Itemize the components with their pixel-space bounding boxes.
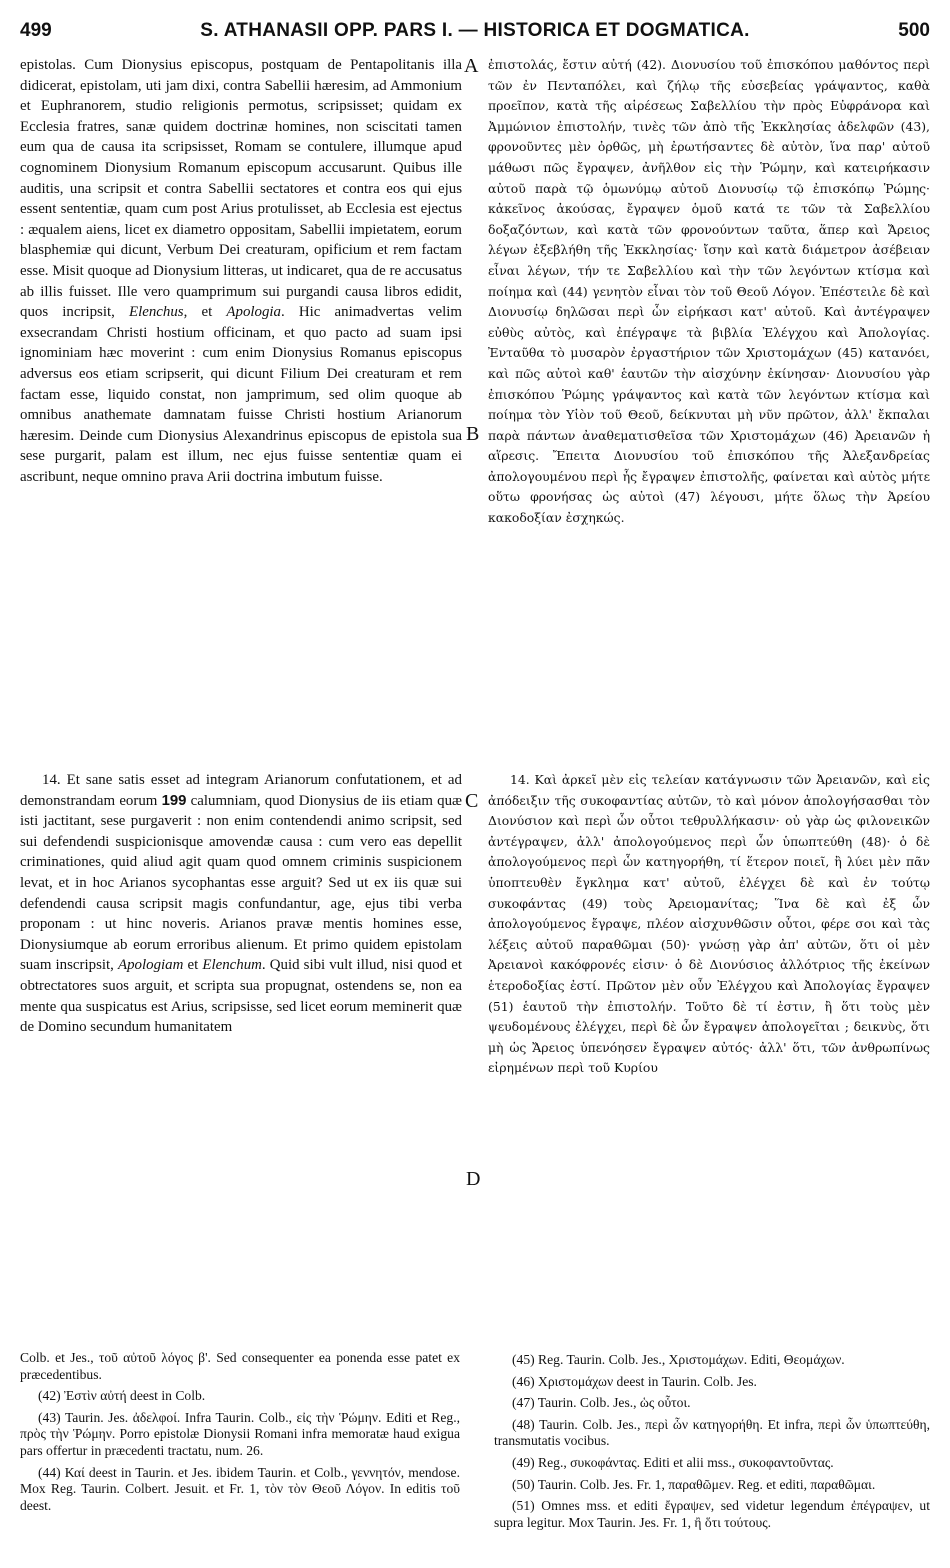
latin-column-upper [20,55,462,487]
greek-column-upper [488,55,930,529]
latin-paragraph-1: epistolas. Cum Dionysius episcopus, postquam de Pentapolitanis illa didicerat, epistolam, uti jam dixi, contra Sabellii hæresim, ad Ammonium et Euphranorem, studio religionis permotus, scripsisset; quidam ex Ecclesia fratres, sanæ quidem doctrinæ homines, non sciscitati tamen eum qua de causa ita scripsisset, Romam se contulere, illumque apud cognominem Dionysium Romanum episcopum accusarunt. Quibus ille auditis, una scripsit et contra Sabellii sectatores et contra eos qui ejus essent sententiæ, quam cum post Arius protulisset, ab Ecclesia est ejectus : æqualem aiens, licet ex diametro oppositam, Sabellii impietatem, eorum blasphemiæ qui dicunt, Verbum Dei creaturam, opificium et rem factam esse. Misit quoque ad Dionysium litteras, ut indicaret, qua de re accusatus ab illis fuisset. Ille vero quamprimum sui purgandi causa libros edidit, quos incripsit, Elenchus, et Apologia. Hic animadvertas velim exsecrandam Christi hostium officinam, et quo pacto ad suam ipsi ignominiam hæc moverint : cum enim Dionysius Romanus episcopus adversus eos etiam scripserit, qui dicunt Filium Dei creaturam et rem factam esse, liquido constat, non jamprimum, sed olim quoque ab omnibus anathemate damnatam fuisse Christi hostium Arianorum hæresim. Deinde cum Dionysius Alexandrinus episcopus de epistola sua sese purgarit, palam est illum, nec ejus fuisse sententiæ quam ei ascribunt, neque omnino prava Arii doctrina imbutum fuisse. [20,57,463,485]
inline-page-marker: 199 [161,792,187,809]
footnote-50: (50) Taurin. Colb. Jes. Fr. 1, παραθῶμεν. Reg. et editi, παραθῶμαι. [512,1476,876,1492]
footnotes-right [494,1352,930,1536]
greek-paragraph-1: ἐπιστολάς, ἔστιν αὐτή (42). Διονυσίου τοῦ ἐπισκόπου μαθόντος περὶ τῶν ἐν Πενταπόλει, καὶ ζήλῳ τῆς εὐσεβείας γράψαντος, καθὰ προεῖπον, κατὰ τῆς αἱρέσεως Σαβελλίου τὴν πρὸς Εὐφράνορα καὶ Ἀμμώνιον ἐπιστολήν, τινὲς τῶν ἀπὸ τῆς Ἐκκλησίας ἀδελφῶν (43), φρονοῦντες μὲν ὀρθῶς, μὴ ἐρωτήσαντες δὲ αὐτὸν, ἵνα παρ' αὐτοῦ μάθωσι πῶς ἔγραψεν, ἀνῆλθον εἰς τὴν Ῥώμην, καὶ κατειρήκασιν αὐτοῦ παρὰ τῷ ὁμωνύμῳ αὐτοῦ Διονυσίῳ τῷ ἐπισκόπῳ Ῥώμης· κἀκεῖνος ἀκούσας, ἔγραψεν ὁμοῦ κατά τε τῶν τὰ Σαβελλίου δοξαζόντων, καὶ κατὰ τῶν φρονούντων ταῦτα, ἅπερ καὶ Ἄρειος λέγων ἐξεβλήθη τῆς Ἐκκλησίας· ἴσην καὶ κατὰ διάμετρον ἀσέβειαν εἶναι λέγων, τήν τε Σαβελλίου καὶ τὴν τῶν λεγόντων κτίσμα καὶ ποίημα καὶ (44) γενητὸν εἶναι τὸν τοῦ Θεοῦ Λόγον. Ἐπέστειλε δὲ καὶ Διονυσίῳ δηλῶσαι περὶ ὧν εἰρήκασι κατ' αὐτοῦ. Καὶ ἀντέγραψεν εὐθὺς αὐτὸς, καὶ ἐπέγραψε τὰ βιβλία Ἐλέγχου καὶ Ἀπολογίας. Ἐνταῦθα τὸ μυσαρὸν ἐργαστήριον τῶν Χριστομάχων (45) κατανόει, καὶ πῶς αὐτοὶ καθ' ἑαυτῶν τὴν αἰσχύνην ἐκίνησαν· Διονυσίου γὰρ ἐπισκόπου Ῥώμης γράψαντος καὶ κατὰ τῶν λεγόντων κτίσμα καὶ ποίημα τὸν Υἱὸν τοῦ Θεοῦ, δείκνυται μὴ νῦν πρῶτον, ἀλλ' ἔκπαλαι παρὰ πάντων ἀναθεματισθεῖσα τῶν Χριστομάχων (46) Ἀρειανῶν ἡ αἵρεσις. Ἔπειτα Διονυσίου τοῦ ἐπισκόπου τῆς Ἀλεξανδρείας ἀπολογουμένου περὶ ἧς ἔγραψεν ἐπιστολῆς, φαίνεται καὶ αὐτὸς μήτε οὕτω φρονήσας ὡς αὐτοὶ (47) λέγουσι, μήτε ὅλως τὴν Ἀρείου κακοδοξίαν ἐσχηκώς. [488,57,930,526]
page-number-left: 499 [20,20,52,41]
greek-column-lower [488,770,930,1079]
title-elenchus: Elenchus [129,304,184,321]
margin-letter-b: B [466,423,480,445]
footnote-47: (47) Taurin. Colb. Jes., ὡς οὗτοι. [512,1395,691,1411]
page-number-right: 500 [898,20,930,41]
footnotes-left [20,1350,460,1519]
footnote-44: (44) Καί deest in Taurin. et Jes. ibidem Taurin. et Colb., γεννητόν, mendose. Mox Reg. Taurin. Colbert. Jesuit. et Fr. 1, τὸν τὸν Θεοῦ Λόγον. In editis τοῦ deest. [20,1464,460,1513]
title-apologiam: Apologiam [118,957,184,974]
title-apologia: Apologia [226,304,282,321]
greek-paragraph-2: 14. Καὶ ἀρκεῖ μὲν εἰς τελείαν κατάγνωσιν τῶν Ἀρειανῶν, καὶ εἰς ἀπόδειξιν τῆς συκοφαντίας αὐτῶν, τὸ καὶ μόνον ἀπολογήσασθαι τὸν Διονύσιον καὶ περὶ ὧν οὗτοι τεθρυλλήκασιν· οὐ γὰρ ὡς φιλονεικῶν ἀντέγραψεν, ἀλλ' ἀπολογούμενος περὶ ὧν ὑπωπτεύθη (48)· ὁ δὲ ἀπολογούμενος περὶ ὧν κατηγορήθη, τί ἕτερον ποιεῖ, ἢ λύει μὲν πᾶν ὑποπτευθὲν ἔγκλημα κατ' αὐτοῦ, ἐλέγχει δὲ καὶ ἐν τούτῳ συκοφάντας (49) τοὺς Ἀρειομανίτας; Ἵνα δὲ καὶ ἐξ ὧν ἀπολογούμενος ἔγραψε, πλέον αἰσχυνθῶσιν οὗτοι, φέρε σοι καὶ τὰς λέξεις αὐτοῦ παραθῶμαι (50)· γνώσῃ γὰρ ἀπ' αὐτῶν, ὅτι οἱ μὲν Ἀρειανοὶ κακόφρονές εἰσιν· ὁ δὲ Διονύσιος ἀλλότριος τῆς ἐκείνων ἑτεροδοξίας ἐστί. Πρῶτον μὲν οὖν Ἐλέγχου καὶ Ἀπολογίας ἔγραψεν (51) ἑαυτοῦ τὴν ἐπιστολήν. Τοῦτο δὲ τί ἐστιν, ἢ ὅτι τοὺς μὲν ψευδομένους ἐλέγχει, περὶ δὲ ὧν ἔγραψεν ἀπολογεῖται ; δεικνὺς, ὅτι μὴ ὡς Ἄρειος ὑπενόησεν ἔγραψεν αὐτός· ἀλλ' ὅτι, τῶν ἀνθρωπίνως εἰρημένων περὶ τοῦ Κυρίου [488,772,930,1076]
page-header [20,20,930,46]
footnote-46: (46) Χριστομάχων deest in Taurin. Colb. Jes. [512,1373,757,1389]
footnote-45: (45) Reg. Taurin. Colb. Jes., Χριστομάχων. Editi, Θεομάχων. [512,1352,845,1367]
latin-column-lower [20,770,462,1038]
footnote-42: (42) Ἐστὶν αὐτή deest in Colb. [38,1388,206,1404]
footnote-43: (43) Taurin. Jes. ἀδελφοί. Infra Taurin. Colb., εἰς τὴν Ῥώμην. Editi et Reg., πρὸς τὴν Ῥώμην. Porro epistolæ Dionysii Romani infra memoratæ haud exigua pars offertur in præcedenti tractatu, num. 26. [20,1409,460,1458]
margin-letter-a: A [464,55,479,77]
title-elenchum: Elenchum [202,957,262,974]
footnote-51: (51) Omnes mss. et editi ἔγραψεν, sed videtur legendum ἐπέγραψεν, ut supra legitur. Mox Taurin. Jes. Fr. 1, ἢ ὅτι τούτους. [494,1498,930,1530]
footnote-49: (49) Reg., συκοφάντας. Editi et alii mss., συκοφαντοῦντας. [512,1454,834,1470]
margin-letter-c: C [465,790,479,812]
running-title: S. ATHANASII OPP. PARS I. — HISTORICA ET DOGMATICA. [200,20,750,41]
footnote-48: (48) Taurin. Colb. Jes., περὶ ὧν κατηγορήθη. Et infra, περὶ ὧν ὑπωπτεύθη, transmutatis vocibus. [494,1416,930,1449]
margin-letter-d: D [466,1168,481,1190]
latin-paragraph-2: 14. Et sane satis esset ad integram Arianorum confutationem, et ad demonstrandam eorum 199 calumniam, quod Dionysius de iis etiam quæ isti jactitant, sese purgaverit : non enim contendendi animo scripsit, sed sui defendendi suspicionisque amovendæ causa : cum vero eas depellit criminationes, quid aliud agit quam quod omnem criminis suspicionem levat, et in hoc Arianos sycophantas esse arguit? Sed ut ex iis quæ sui defendendi causa scripsit magis confundantur, age, ejus tibi verba proponam : ut hinc noveris. Arianos pravæ mentis homines esse, Dionysiumque ab eorum erroribus alienum. Et primo quidem epistolam suam inscripsit, Apologiam et Elenchum. Quid sibi vult illud, nisi quod et obtrectatores suos arguit, et scripta sua propugnat, ostendens se, non ea mente qua suspicatus est Arius, scripsisse, sed licet eorum meminerit quæ de Domino secundum humanitatem [20,772,462,1036]
footnote-continued: Colb. et Jes., τοῦ αὐτοῦ λόγος β'. Sed consequenter ea ponenda esse patet ex præcedentibus. [20,1350,460,1382]
